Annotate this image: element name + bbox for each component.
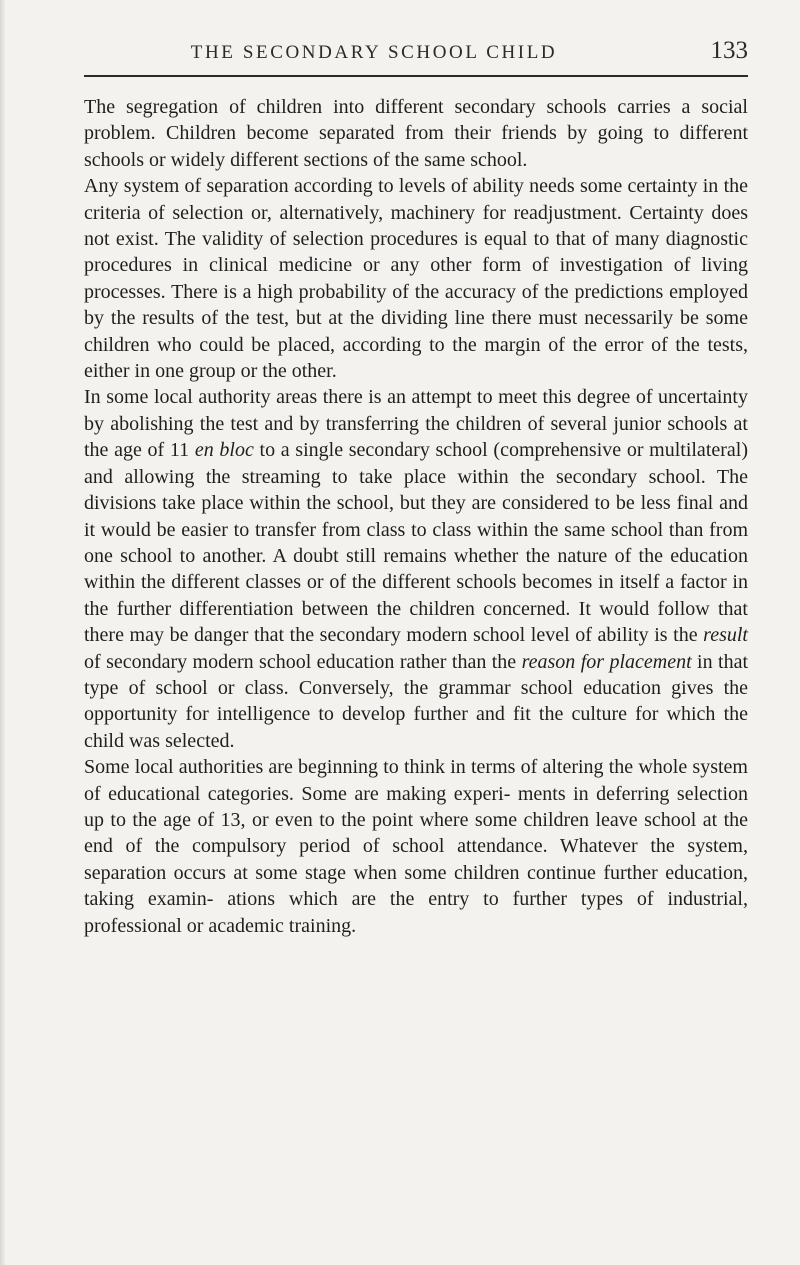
paragraph-3-italic-en-bloc: en bloc	[194, 439, 254, 462]
header-rule	[84, 75, 748, 77]
running-header	[84, 30, 748, 64]
paragraph-3	[84, 384, 748, 754]
paragraph-3-italic-reason: reason for placement	[521, 650, 692, 673]
paragraph-1: The segregation of children into different secondary schools carries a social problem. Children become separated from their friends by going to different schools or widely different sections of the same school.	[84, 96, 748, 171]
paragraph-3-part-d: in that type of school or class. Conversely, the grammar school education gives the opportunity for intelligence to develop further and fit the culture for which the child was selected.	[84, 650, 749, 752]
paragraph-3-part-b: to a single secondary school (comprehensive or multilateral) and allowing the streaming to take place within the secondary school. The divisions take place within the school, but they are considered to be less final and it would be easier to transfer from class to class within the same school than from one school to another. A doubt still remains whether the nature of the education within the different classes or of the different schools becomes in itself a factor in the further differentiation between the children concerned. It would follow that there may be danger that the secondary modern school level of ability is the	[84, 439, 749, 647]
paragraph-4: Some local authorities are beginning to think in terms of altering the whole system of educational categories. Some are making experi- ments in deferring selection up to the age of 13, or even to the point where some children leave school at the end of the compulsory period of school attendance. Whatever the system, separation occurs at some stage when some children continue further education, taking examin- ations which are the entry to further types of industrial, professional or academic training.	[84, 756, 748, 937]
paragraph-3-part-a: In some local authority areas there is an attempt to meet this degree of uncertainty by abolishing the test and by transferring the children of several junior schools at the age of 11	[84, 386, 748, 462]
page-edge-shadow	[0, 0, 6, 1265]
body-text	[84, 94, 748, 939]
paragraph-3-italic-result: result	[703, 624, 748, 647]
running-title: THE SECONDARY SCHOOL CHILD	[190, 42, 558, 63]
paragraph-2: Any system of separation according to levels of ability needs some certainty in the criteria of selection or, alternatively, machinery for readjustment. Certainty does not exist. The validity of selection procedures is equal to that of many diagnostic procedures in clinical medicine or any other form of investigation of living processes. There is a high probability of the accuracy of the predictions employed by the results of the test, but at the dividing line there must necessarily be some children who could be placed, according to the margin of the error of the tests, either in one group or the other.	[84, 175, 748, 383]
page-number: 133	[710, 37, 748, 64]
paragraph-3-part-c: of secondary modern school education rather than the	[84, 650, 522, 673]
